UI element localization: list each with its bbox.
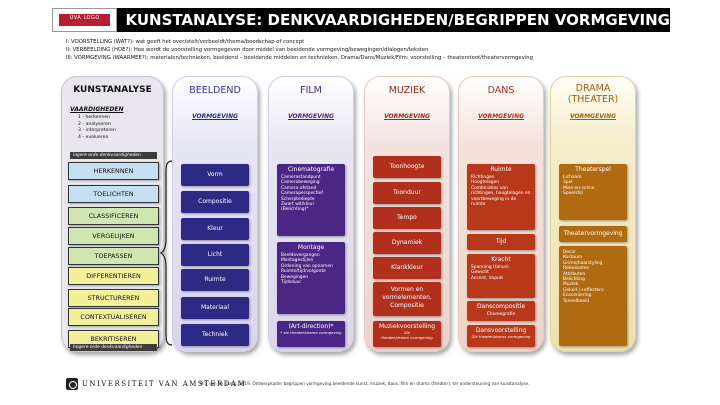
panel-label: Tempo bbox=[397, 214, 417, 221]
panel-label: Toonhoogte bbox=[389, 163, 425, 170]
list-item: Muziek bbox=[563, 282, 579, 288]
intro-text bbox=[66, 38, 666, 63]
panel-note: Zie bbox=[404, 330, 410, 335]
list-item: Toneelbeeld bbox=[563, 298, 590, 304]
panel-label: Tijd bbox=[495, 238, 507, 245]
panel-label: Dynamiek bbox=[391, 239, 423, 246]
intro-line-verbeelding: II: VERBEELDING (HOE?): Hoe wordt de voorstelling vormgegeven door middel van beeldende vormgeving/bewegingen/dialogen/teksten bbox=[66, 47, 429, 54]
muziek-klankkleur bbox=[373, 257, 441, 279]
panel-title: Cinematografie bbox=[287, 166, 335, 173]
panel-list bbox=[277, 252, 345, 286]
drama-theatervormgeving-header bbox=[559, 226, 627, 242]
list-item: Ordening van opnamen bbox=[281, 263, 333, 269]
panel-label: Klankkleur bbox=[391, 264, 423, 271]
panel-list bbox=[467, 174, 535, 208]
panel-label: Licht bbox=[207, 251, 223, 258]
panel-label: Theatervormgeving bbox=[563, 230, 623, 237]
panel-label: Vorm bbox=[207, 171, 223, 178]
dans-danscompositie bbox=[467, 301, 535, 321]
lower-order-note: lagere orde denkvaardigheden bbox=[70, 152, 157, 159]
vaardigheden-title: VAARDIGHEDEN bbox=[70, 106, 124, 113]
list-item: Gewicht bbox=[471, 270, 489, 276]
film-montage bbox=[277, 242, 345, 314]
skill-toelichten: TOELICHTEN bbox=[68, 185, 159, 203]
panel-note: theater/drama vormgeving bbox=[381, 334, 433, 340]
list-item: Cameraperspectief bbox=[281, 191, 323, 197]
film-cinematografie bbox=[277, 164, 345, 236]
panel-label: Toonduur bbox=[393, 189, 421, 196]
muziek-column bbox=[364, 76, 450, 352]
kunstanalyse-title: KUNSTANALYSE bbox=[73, 85, 152, 95]
skill-structureren: STRUCTUREREN bbox=[68, 289, 159, 307]
beeldend-ruimte bbox=[181, 269, 249, 291]
panel-list bbox=[559, 246, 627, 305]
muziek-title: MUZIEK bbox=[388, 85, 426, 96]
vaardigheid-item: 2 - analyseren bbox=[78, 121, 111, 127]
beeldend-techniek bbox=[181, 324, 249, 346]
beeldend-vorm bbox=[181, 164, 249, 186]
film-title: FILM bbox=[300, 85, 322, 96]
muziek-voorstelling bbox=[373, 321, 441, 347]
beeldend-compositie bbox=[181, 191, 249, 213]
film-art-direction bbox=[277, 321, 345, 347]
panel-label: Kleur bbox=[207, 225, 223, 232]
panel-title: (Art-direction)* bbox=[288, 323, 334, 330]
logo-text: UVA LOGO bbox=[69, 15, 100, 21]
panel-label: Vormen en vormelementen, Compositie bbox=[382, 286, 432, 309]
kunstanalyse-column bbox=[61, 76, 164, 352]
skill-herkennen: HERKENNEN bbox=[68, 162, 159, 180]
dans-vormgeving-label: VORMGEVING bbox=[477, 113, 525, 120]
film-vormgeving-label: VORMGEVING bbox=[287, 113, 335, 120]
list-item: Camera-afstand bbox=[281, 185, 317, 191]
page-title: KUNSTANALYSE: DENKVAARDIGHEDEN/BEGRIPPEN VORMGEVING bbox=[117, 8, 670, 32]
list-item: Geluid (+effecten) bbox=[563, 287, 604, 293]
panel-title: Montage bbox=[297, 244, 325, 251]
panel-title: Muziekvoorstelling bbox=[378, 323, 436, 330]
list-item: Richtingen bbox=[471, 175, 495, 180]
panel-list bbox=[559, 174, 627, 198]
beeldend-materiaal bbox=[181, 297, 249, 319]
dans-kracht bbox=[467, 254, 535, 298]
list-item: Grime/haarstyling bbox=[563, 260, 603, 266]
panel-label: Techniek bbox=[201, 331, 229, 338]
panel-list bbox=[277, 174, 345, 214]
list-item: Zwart wit/kleur bbox=[281, 202, 315, 208]
panel-note: * zie theater/drama vormgeving bbox=[280, 330, 342, 335]
list-item: Rekwisieten bbox=[563, 266, 590, 272]
film-column bbox=[268, 76, 354, 352]
drama-subtitle: (THEATER) bbox=[567, 94, 619, 105]
university-emblem-icon bbox=[66, 378, 78, 390]
list-item: Choreografie bbox=[486, 312, 516, 317]
drama-theaterspel bbox=[559, 164, 627, 220]
dans-title: DANS bbox=[487, 85, 515, 96]
drama-vormgeving-label: VORMGEVING bbox=[569, 113, 617, 120]
panel-title: Theaterspel bbox=[575, 166, 611, 173]
dans-column bbox=[458, 76, 544, 352]
muziek-toonhoogte bbox=[373, 156, 441, 178]
footer-reference: M.J. van de Kamp, 2019. Ontwerpkader begrippen vormgeving beeldende kunst, muziek, dans, film en drama (theater), ter ondersteuning van kunstanalyse. bbox=[200, 381, 530, 386]
muziek-toonduur bbox=[373, 182, 441, 204]
beeldend-licht bbox=[181, 244, 249, 266]
panel-title: Kracht bbox=[491, 256, 511, 263]
list-item: Tijdsduur bbox=[281, 280, 302, 286]
list-item: Camerabeweging bbox=[281, 180, 320, 186]
skill-vergelijken: VERGELIJKEN bbox=[68, 227, 159, 245]
list-item: Combinaties van richtingen, hoogtelagen en voortbeweging in de ruimte bbox=[471, 185, 531, 208]
muziek-tempo bbox=[373, 207, 441, 229]
drama-title: DRAMA bbox=[575, 83, 611, 94]
dans-dansvoorstelling bbox=[467, 325, 535, 347]
higher-order-note: hogere orde denkvaardigheden bbox=[70, 344, 157, 351]
panel-list bbox=[467, 264, 535, 282]
list-item: Hoogtelagen bbox=[471, 180, 500, 186]
list-item: Camerastandpunt bbox=[281, 175, 321, 180]
panel-title: Danscompositie bbox=[476, 303, 526, 310]
drama-theatervormgeving bbox=[559, 246, 627, 346]
list-item: Belichting bbox=[563, 277, 585, 283]
list-item: Scherptediepte bbox=[281, 196, 315, 202]
list-item: Speelstijl bbox=[563, 191, 583, 197]
muziek-vormgeving-label: VORMGEVING bbox=[383, 113, 431, 120]
list-item: Bewegingen bbox=[281, 274, 309, 280]
beeldend-title: BEELDEND bbox=[189, 85, 241, 96]
list-item: Attributen bbox=[563, 271, 586, 277]
skill-toepassen: TOEPASSEN bbox=[68, 247, 159, 265]
panel-label: Ruimte bbox=[204, 276, 226, 283]
list-item: Montagestijlen bbox=[281, 258, 314, 264]
beeldend-vormgeving-label: VORMGEVING bbox=[191, 113, 239, 120]
list-item: (Belichting)* bbox=[281, 207, 309, 213]
dans-ruimte bbox=[467, 164, 535, 230]
list-item: Beeldovergangen bbox=[281, 253, 320, 258]
vaardigheid-item: 4 - evalueren bbox=[78, 134, 109, 140]
skill-bekritiseren: BEKRITISEREN bbox=[68, 330, 159, 348]
university-name: UNIVERSITEIT VAN AMSTERDAM bbox=[82, 380, 247, 388]
list-item: Ensceniering bbox=[563, 293, 592, 299]
list-item: Accent, impuls bbox=[471, 275, 504, 281]
panel-note: Zie theater/drama vormgeving bbox=[471, 334, 531, 339]
skill-classificeren: CLASSIFICEREN bbox=[68, 207, 159, 225]
list-item: Spel bbox=[563, 180, 573, 186]
skill-contextualiseren: CONTEXTUALISEREN bbox=[68, 308, 159, 326]
list-item: Spanning (tonus) bbox=[471, 265, 509, 270]
skill-differentieren: DIFFERENTIEREN bbox=[68, 267, 159, 285]
dans-tijd bbox=[467, 234, 535, 250]
header bbox=[52, 8, 670, 32]
panel-label: Compositie bbox=[198, 198, 232, 205]
panel-label: Materiaal bbox=[200, 304, 230, 311]
vaardigheid-item: 1 - herkennen bbox=[78, 115, 111, 120]
muziek-dynamiek bbox=[373, 232, 441, 254]
list-item: Ruimte/tijd/volgorde bbox=[281, 269, 326, 275]
intro-line-voorstelling: I: VOORSTELLING (WAT?): wat geeft het over/stelt/verbeeldt/thema/boodschap of concept bbox=[66, 39, 305, 45]
list-item: Lichaam bbox=[563, 175, 582, 180]
list-item: Mise-en-scène bbox=[563, 185, 595, 191]
panel-title: Dansvoorstelling bbox=[475, 327, 527, 334]
panel-title: Ruimte bbox=[490, 166, 512, 173]
list-item: Kostuum bbox=[563, 255, 583, 261]
muziek-vormen bbox=[373, 282, 441, 316]
vaardigheden-list bbox=[78, 115, 116, 141]
list-item: Decor bbox=[563, 250, 576, 255]
intro-line-vormgeving: III: VORMGEVING (WAARMEE?): materialen/technieken, beeldend – beeldende middelen en technieken, Drama/Dans/Muziek/Film: voorstelling – theaterstoot/theatervormgeving bbox=[66, 55, 533, 62]
drama-column bbox=[550, 76, 636, 352]
university-logo bbox=[52, 8, 117, 32]
vaardigheid-item: 3 - interpreteren bbox=[78, 128, 116, 134]
beeldend-column bbox=[172, 76, 258, 352]
beeldend-kleur bbox=[181, 218, 249, 240]
